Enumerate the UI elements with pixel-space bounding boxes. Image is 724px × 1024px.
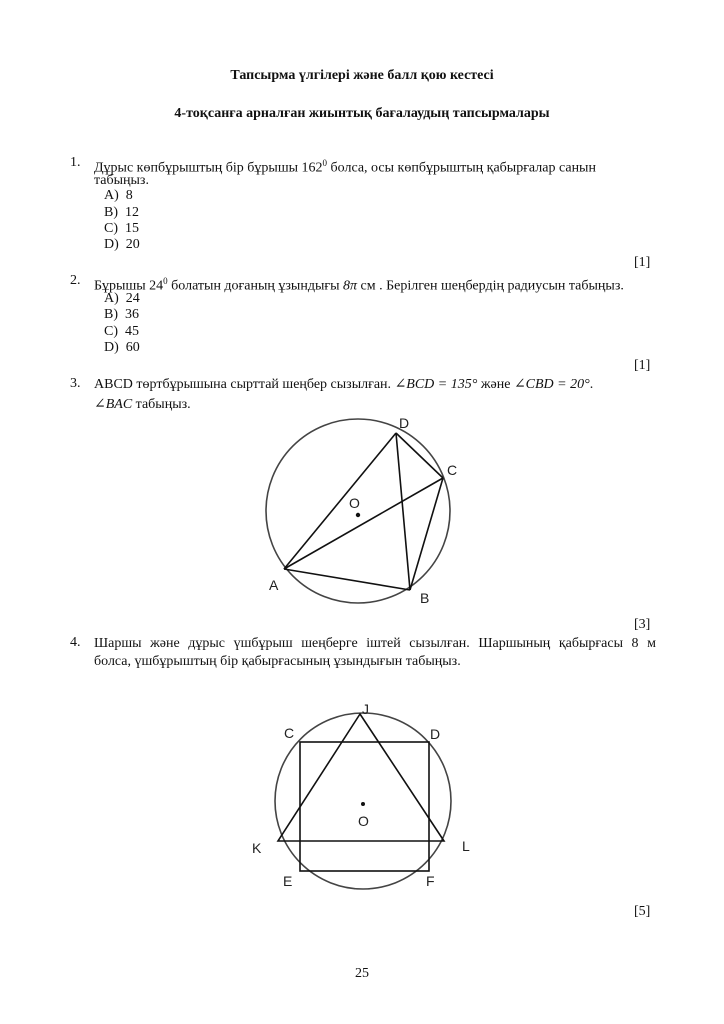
- question-2-option-a: A) 24: [104, 291, 140, 306]
- circumscribed-circle: [266, 419, 450, 603]
- question-2-option-d: D) 60: [104, 340, 140, 355]
- label-k: K: [252, 840, 262, 856]
- segment-db: [396, 433, 410, 590]
- question-1-text: Дұрыс көпбұрыштың бір бұрышы $162^0$ болса, осы көпбұрыштың қабырғалар санын: [94, 158, 596, 176]
- question-3-number: 3.: [70, 376, 81, 391]
- figure-inscribed-square-triangle: [246, 698, 486, 898]
- question-2-number: 2.: [70, 273, 81, 288]
- segment-ad: [284, 433, 396, 569]
- question-2-text: Бұрышы $24^0$ болатын доғаның ұзындығы 8π см . Берілген шеңбердің радиусын табыңыз.: [94, 276, 624, 294]
- question-4-text-cont: болса, үшбұрыштың бір қабырғасының ұзындығын табыңыз.: [94, 654, 461, 669]
- label-d: D: [430, 726, 441, 742]
- question-2-score: [1]: [634, 358, 651, 373]
- question-1-option-b: B) 12: [104, 205, 139, 220]
- page-number: 25: [355, 966, 369, 981]
- question-2-option-c: C) 45: [104, 324, 139, 339]
- circle: [275, 713, 451, 889]
- page-title: Тапсырма үлгілері және балл қою кестесі: [230, 68, 494, 83]
- label-c: C: [284, 725, 295, 741]
- question-4-text: Шаршы және дұрыс үшбұрыш шеңберге іштей сызылған. Шаршының қабырғасы 8 м: [94, 636, 656, 651]
- label-d: D: [399, 415, 410, 431]
- question-1-option-a: A) 8: [104, 188, 133, 203]
- page-subtitle: 4-тоқсанға арналған жиынтық бағалаудың тапсырмалары: [174, 106, 550, 121]
- question-1-score: [1]: [634, 255, 651, 270]
- question-4-score: [5]: [634, 904, 651, 919]
- question-1-number: 1.: [70, 155, 81, 170]
- inscribed-square: [300, 742, 429, 871]
- question-1-option-c: C) 15: [104, 221, 139, 236]
- segment-dc: [396, 433, 443, 478]
- label-a: A: [269, 577, 279, 593]
- center-point: [356, 513, 360, 517]
- label-o: O: [349, 495, 360, 511]
- center-point: [361, 802, 365, 806]
- question-3-score: [3]: [634, 617, 651, 632]
- question-4-number: 4.: [70, 635, 81, 650]
- label-f: F: [426, 873, 435, 889]
- question-3-text: ABCD төртбұрышына сырттай шеңбер сызылған. ∠BCD = 135° және ∠CBD = 20°.: [94, 377, 594, 392]
- label-o: O: [358, 813, 369, 829]
- question-2-option-b: B) 36: [104, 307, 139, 322]
- label-b: B: [420, 590, 430, 606]
- label-j: J: [362, 701, 369, 717]
- label-e: E: [283, 873, 293, 889]
- segment-ac: [284, 478, 443, 569]
- label-l: L: [462, 838, 470, 854]
- question-3-text-cont: ∠BAC табыңыз.: [94, 397, 191, 412]
- label-c: C: [447, 462, 458, 478]
- segment-ab: [284, 569, 410, 590]
- question-1-option-d: D) 20: [104, 237, 140, 252]
- question-1-text-cont: табыңыз.: [94, 173, 149, 188]
- figure-cyclic-quadrilateral: [250, 412, 470, 612]
